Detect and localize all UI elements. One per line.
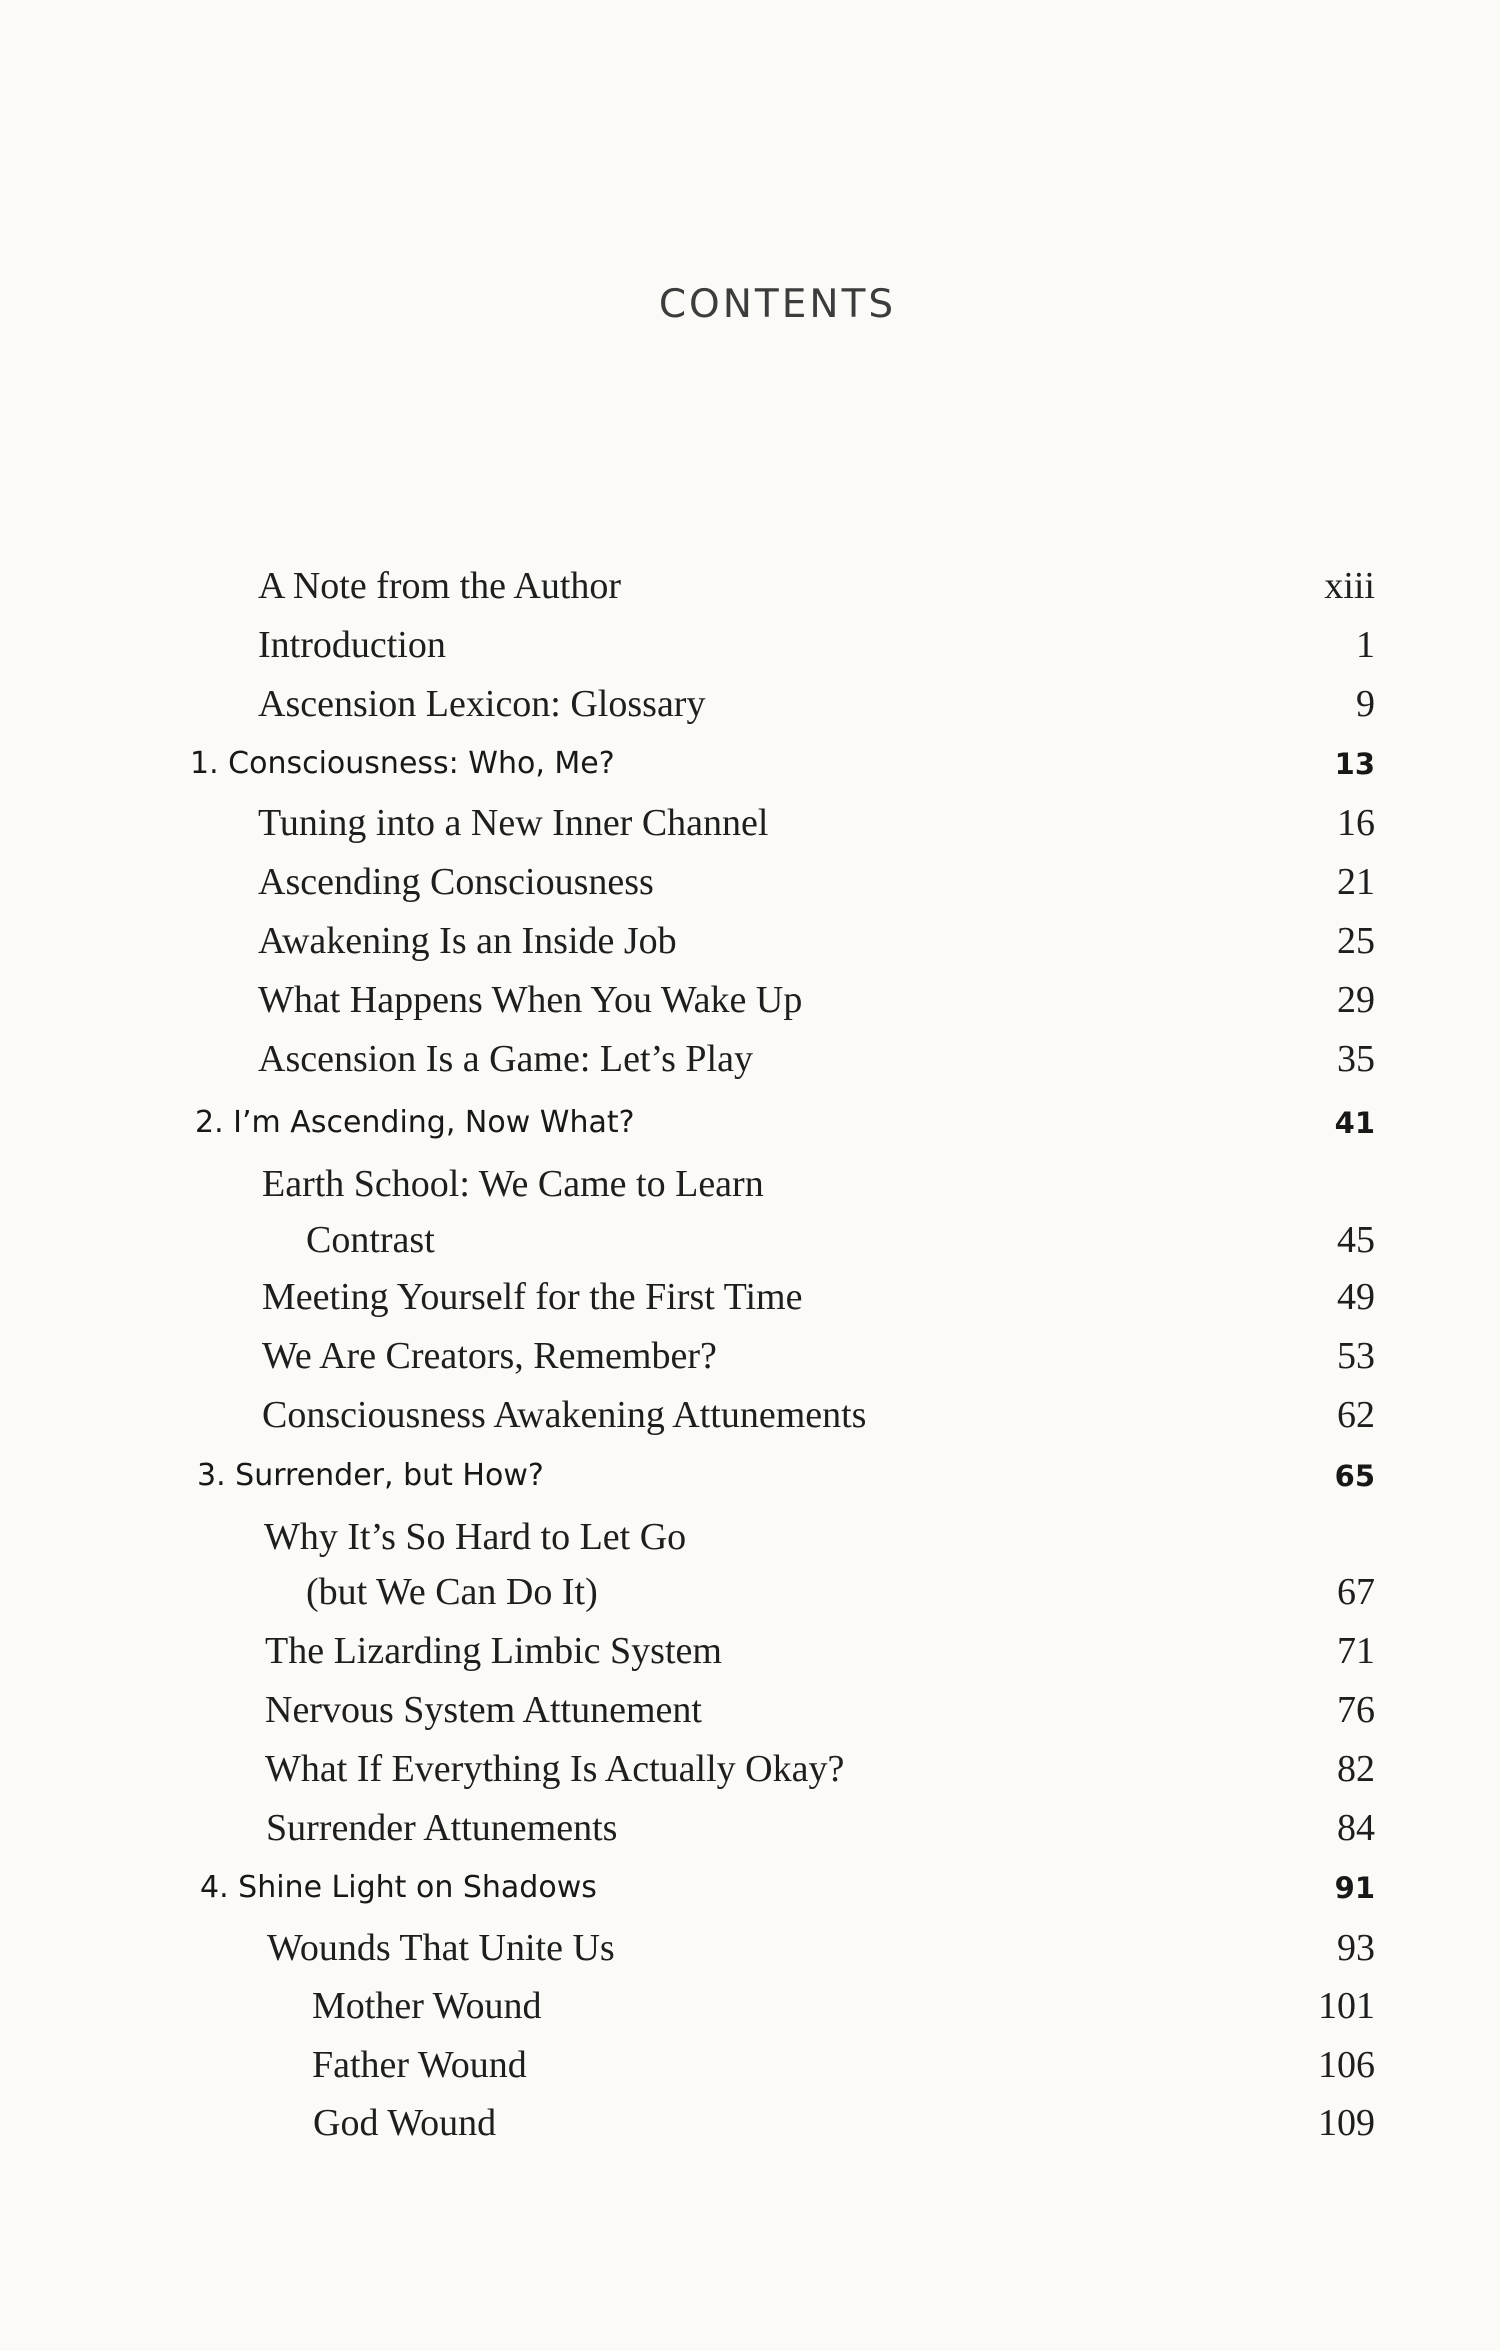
toc-entry	[0, 1158, 1500, 1214]
entry-page-number: 71	[1337, 1630, 1375, 1672]
subentry-title: Father Wound	[312, 2044, 527, 2086]
toc-entry	[0, 1033, 1500, 1089]
entry-title: Ascension Is a Game: Let’s Play	[258, 1038, 753, 1080]
entry-title: Introduction	[258, 624, 446, 666]
entry-page-number: 45	[1337, 1219, 1375, 1261]
chapter-title: 1. Consciousness: Who, Me?	[190, 746, 615, 781]
chapter-page-number: 65	[1334, 1459, 1375, 1493]
entry-page-number: 67	[1337, 1571, 1375, 1613]
entry-title: Why It’s So Hard to Let Go	[264, 1516, 687, 1558]
chapter-page-number: 13	[1334, 747, 1375, 781]
entry-page-number: 93	[1337, 1927, 1375, 1969]
toc-chapter-entry	[0, 1450, 1500, 1506]
entry-page-number: 109	[1318, 2102, 1375, 2144]
entry-page-number: 101	[1318, 1985, 1375, 2027]
entry-title: Earth School: We Came to Learn	[262, 1163, 764, 1205]
entry-title: The Lizarding Limbic System	[265, 1630, 722, 1672]
entry-page-number: 62	[1337, 1394, 1375, 1436]
entry-title: Meeting Yourself for the First Time	[262, 1276, 803, 1318]
toc-entry	[0, 1922, 1500, 1978]
toc-chapter-entry	[0, 738, 1500, 794]
entry-page-number: 16	[1337, 802, 1375, 844]
entry-page-number: 53	[1337, 1335, 1375, 1377]
toc-entry	[0, 1271, 1500, 1327]
entry-page-number: 29	[1337, 979, 1375, 1021]
entry-page-number: 1	[1356, 624, 1375, 666]
toc-entry	[0, 915, 1500, 971]
toc-entry	[0, 1511, 1500, 1567]
toc-chapter-entry	[0, 1097, 1500, 1153]
entry-title: Awakening Is an Inside Job	[258, 920, 677, 962]
entry-title: We Are Creators, Remember?	[262, 1335, 717, 1377]
toc-entry	[0, 678, 1500, 734]
page-title: CONTENTS	[658, 282, 897, 327]
chapter-title: 3. Surrender, but How?	[197, 1458, 544, 1493]
toc-entry	[0, 619, 1500, 675]
chapter-page-number: 91	[1334, 1871, 1375, 1905]
toc-entry	[0, 1389, 1500, 1445]
toc-entry	[0, 1625, 1500, 1681]
entry-title: Consciousness Awakening Attunements	[262, 1394, 867, 1436]
toc-entry	[0, 974, 1500, 1030]
entry-page-number: 35	[1337, 1038, 1375, 1080]
toc-entry	[0, 797, 1500, 853]
entry-page-number: 21	[1337, 861, 1375, 903]
entry-title-continuation: Contrast	[306, 1219, 435, 1261]
chapter-title: 2. I’m Ascending, Now What?	[195, 1105, 635, 1140]
entry-title: Surrender Attunements	[266, 1807, 618, 1849]
toc-entry	[0, 1330, 1500, 1386]
entry-title: Nervous System Attunement	[265, 1689, 702, 1731]
toc-entry-continuation	[0, 1566, 1500, 1622]
entry-title: What Happens When You Wake Up	[258, 979, 803, 1021]
entry-page-number: 76	[1337, 1689, 1375, 1731]
toc-subentry	[0, 1980, 1500, 2036]
toc-entry	[0, 1743, 1500, 1799]
entry-page-number: 25	[1337, 920, 1375, 962]
chapter-page-number: 41	[1334, 1106, 1375, 1140]
toc-subentry	[0, 2039, 1500, 2095]
toc-entry	[0, 856, 1500, 912]
toc-entry	[0, 1802, 1500, 1858]
toc-subentry	[0, 2097, 1500, 2153]
toc-entry	[0, 1684, 1500, 1740]
chapter-title: 4. Shine Light on Shadows	[200, 1870, 597, 1905]
entry-title: A Note from the Author	[258, 565, 622, 607]
entry-page-number: 82	[1337, 1748, 1375, 1790]
toc-entry-continuation	[0, 1214, 1500, 1270]
subentry-title: Mother Wound	[312, 1985, 542, 2027]
toc-entry	[0, 560, 1500, 616]
entry-title: Ascension Lexicon: Glossary	[258, 683, 706, 725]
entry-title-continuation: (but We Can Do It)	[306, 1571, 598, 1613]
entry-page-number: xiii	[1324, 565, 1375, 607]
toc-chapter-entry	[0, 1862, 1500, 1918]
entry-title: What If Everything Is Actually Okay?	[265, 1748, 845, 1790]
entry-page-number: 9	[1356, 683, 1375, 725]
entry-page-number: 84	[1337, 1807, 1375, 1849]
entry-page-number: 49	[1337, 1276, 1375, 1318]
entry-page-number: 106	[1318, 2044, 1375, 2086]
entry-title: Tuning into a New Inner Channel	[258, 802, 769, 844]
entry-title: Ascending Consciousness	[258, 861, 654, 903]
subentry-title: God Wound	[313, 2102, 497, 2144]
entry-title: Wounds That Unite Us	[267, 1927, 615, 1969]
